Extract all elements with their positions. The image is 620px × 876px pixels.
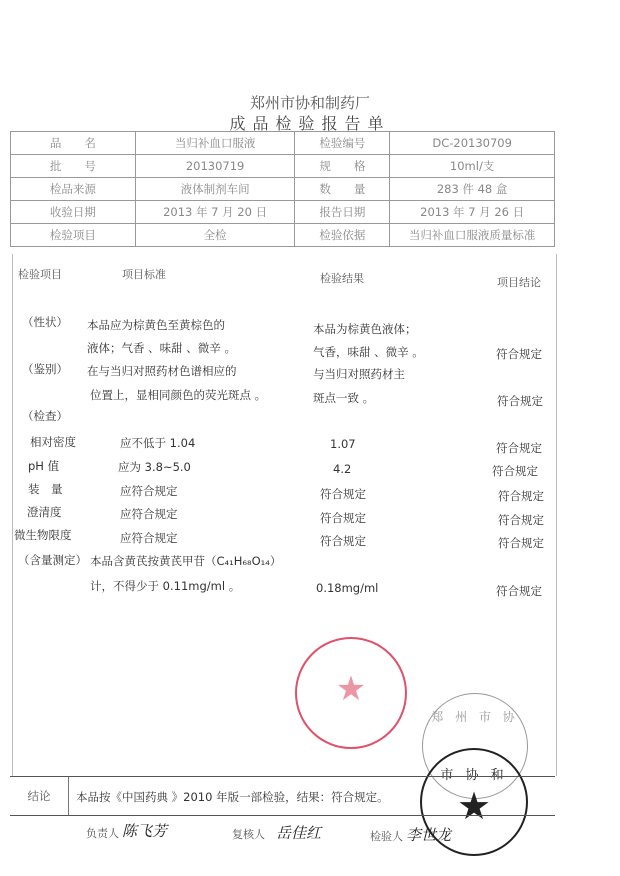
- label-test-items: 检验项目: [11, 224, 136, 247]
- conclusion-text: 符合规定: [496, 441, 542, 455]
- label-basis: 检验依据: [295, 224, 390, 247]
- conclusion-text: 符合规定: [496, 584, 542, 598]
- value-report-no: DC-20130709: [390, 132, 555, 155]
- conclusion-text: 符合规定: [498, 489, 544, 503]
- result-text: 符合规定: [320, 511, 366, 525]
- col-header-result: 检验结果: [320, 272, 364, 285]
- gray-company-seal: 郑 州 市 协: [422, 693, 528, 799]
- result-text: 气香，味甜 、微辛 。: [313, 345, 424, 359]
- star-icon: ★: [335, 669, 367, 709]
- star-icon: ★: [456, 784, 492, 828]
- section-check-label: （检查）: [22, 409, 68, 423]
- conclusion-text: 符合规定: [496, 347, 542, 361]
- header-table: [10, 131, 555, 247]
- result-text: 0.18mg/ml: [316, 581, 379, 595]
- item-label: （鉴别）: [22, 362, 68, 376]
- value-receive-date: 2013 年 7 月 20 日: [135, 201, 295, 224]
- reviewer-label: 复核人: [232, 828, 265, 841]
- header-row-source: [11, 178, 555, 201]
- col-header-standard: 项目标准: [122, 268, 166, 281]
- header-row-product: [11, 132, 555, 155]
- standard-text: 应符合规定: [120, 507, 178, 521]
- standard-text: 本品含黄芪按黄芪甲苷（C₄₁H₆₈O₁₄）: [90, 554, 282, 568]
- responsible-label: 负责人: [86, 827, 119, 840]
- standard-text: 应符合规定: [120, 484, 178, 498]
- standard-text: 本品应为棕黄色至黄棕色的: [87, 318, 225, 332]
- inspector-label: 检验人: [370, 830, 403, 843]
- conclusion-row: [10, 776, 555, 816]
- item-label: （性状）: [22, 315, 68, 329]
- conclusion-text: 符合规定: [498, 536, 544, 550]
- standard-text: 液体；气香 、味甜 、微辛 。: [87, 341, 236, 355]
- value-basis: 当归补血口服液质量标准: [390, 224, 555, 247]
- inspector-signature: 李世龙: [406, 826, 452, 844]
- red-company-seal: [295, 637, 407, 749]
- header-row-items: [11, 224, 555, 247]
- label-source: 检品来源: [11, 178, 136, 201]
- value-test-items: 全检: [135, 224, 295, 247]
- label-report-date: 报告日期: [295, 201, 390, 224]
- item-label: pH 值: [28, 459, 60, 473]
- result-text: 1.07: [330, 437, 356, 451]
- standard-text: 应符合规定: [120, 531, 178, 545]
- col-header-item: 检验项目: [18, 268, 62, 281]
- result-text: 本品为棕黄色液体；: [313, 322, 417, 336]
- result-text: 符合规定: [320, 487, 366, 501]
- item-label: 相对密度: [30, 435, 76, 449]
- value-spec: 10ml/支: [390, 155, 555, 178]
- value-source: 液体制剂车间: [135, 178, 295, 201]
- item-label: 装 量: [28, 482, 63, 496]
- label-product-name: 品 名: [11, 132, 136, 155]
- value-batch: 20130719: [135, 155, 295, 178]
- header-row-batch: [11, 155, 555, 178]
- label-report-no: 检验编号: [295, 132, 390, 155]
- label-quantity: 数 量: [295, 178, 390, 201]
- result-text: 4.2: [333, 462, 352, 476]
- value-product-name: 当归补血口服液: [135, 132, 295, 155]
- conclusion-text: 符合规定: [498, 513, 544, 527]
- value-report-date: 2013 年 7 月 26 日: [390, 201, 555, 224]
- header-row-dates: [11, 201, 555, 224]
- standard-text: 位置上，显相同颜色的荧光斑点 。: [90, 388, 267, 402]
- conclusion-text: 符合规定: [492, 464, 538, 478]
- standard-text: 应为 3.8~5.0: [118, 460, 191, 474]
- responsible-signature: 陈飞芳: [122, 822, 168, 840]
- report-title: 成品检验报告单: [229, 114, 391, 133]
- standard-text: 计，不得少于 0.11mg/ml 。: [90, 579, 241, 593]
- item-label: 微生物限度: [14, 528, 72, 542]
- conclusion-text: 符合规定: [497, 394, 543, 408]
- label-batch: 批 号: [11, 155, 136, 178]
- result-text: 与当归对照药材主: [313, 367, 405, 381]
- label-spec: 规 格: [295, 155, 390, 178]
- result-text: 斑点一致 。: [313, 391, 375, 405]
- black-company-seal: 市 协 和 ★: [420, 748, 528, 856]
- conclusion-text: 本品按《中国药典 》2010 年版一部检验，结果：符合规定。: [76, 790, 389, 804]
- result-text: 符合规定: [320, 534, 366, 548]
- standard-text: 应不低于 1.04: [120, 436, 196, 450]
- item-label: 澄清度: [27, 505, 62, 519]
- conclusion-label: 结论: [10, 777, 69, 815]
- col-header-conclusion: 项目结论: [497, 276, 541, 289]
- company-name: 郑州市协和制药厂: [249, 94, 370, 112]
- value-quantity: 283 件 48 盒: [390, 178, 555, 201]
- item-label: （含量测定）: [18, 553, 87, 567]
- standard-text: 在与当归对照药材色谱相应的: [87, 364, 237, 378]
- label-receive-date: 收验日期: [11, 201, 136, 224]
- reviewer-signature: 岳佳红: [276, 824, 322, 842]
